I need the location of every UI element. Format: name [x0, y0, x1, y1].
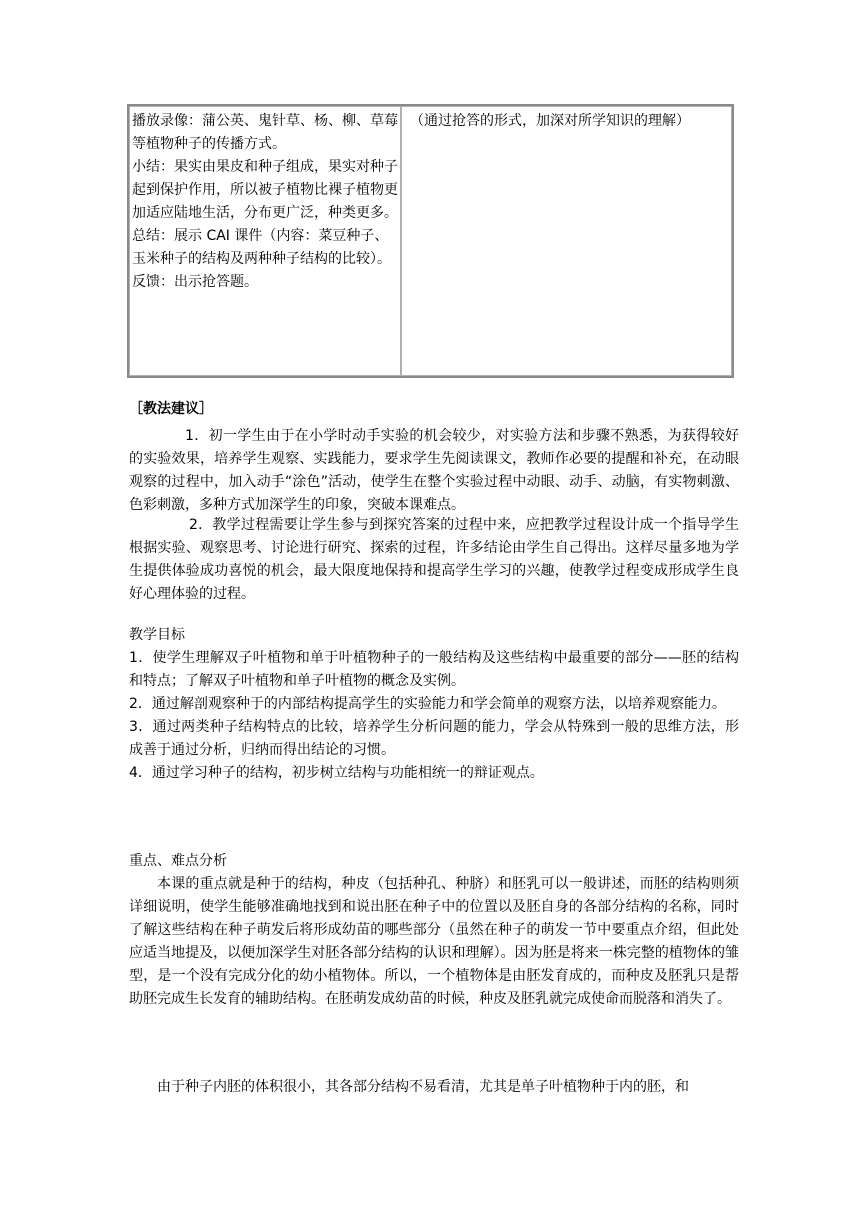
purpose-text: （通过抢答的形式，加深对所学知识的理解） [410, 113, 690, 129]
advice-paragraph-2: 2．教学过程需要让学生参与到探究答案的过程中来，应把教学过程设计成一个指导学生根据实验、观察思考、讨论进行研究、探索的过程，许多结论由学生自己得出。这样尽量多地为学生提供体验成功喜悦的机会，最大限度地保持和提高学生学习的兴趣，使教学过程变成形成学生良好心理体验的过程。 [129, 517, 739, 602]
table-cell-activities [129, 106, 401, 376]
goal-item: 2．通过解剖观察种于的内部结构提高学生的实验能力和学会简单的观察方法，以培养观察能力。 [129, 696, 726, 712]
advice-paragraph-1: 1．初一学生由于在小学时动手实验的机会较少，对实验方法和步骤不熟悉，为获得较好的实验效果，培养学生观察、实践能力，要求学生先阅读课文，教师作必要的提醒和补充，在动眼观察的过程中，加入动手“涂色”活动，使学生在整个实验过程中动眼、动手、动脑，有实物刺激、色彩刺激，多种方式加深学生的印象，突破本课难点。 [129, 428, 739, 513]
goal-item: 1．使学生理解双子叶植物和单于叶植物种子的一般结构及这些结构中最重要的部分——胚的结构和特点；了解双子叶植物和单子叶植物的概念及实例。 [129, 650, 739, 689]
teaching-advice-section-2 [129, 514, 739, 606]
continuation-paragraph: 由于种子内胚的体积很小，其各部分结构不易看清，尤其是单子叶植物种于内的胚，和 [157, 1079, 689, 1095]
goal-item: 4．通过学习种子的结构，初步树立结构与功能相统一的辩证观点。 [129, 765, 544, 781]
activity-summary: 小结：果实由果皮和种子组成，果实对种子起到保护作用，所以被子植物比裸子植物更加适应陆地生活，分布更广泛，种类更多。 [132, 159, 398, 221]
activity-feedback: 反馈：出示抢答题。 [132, 274, 258, 290]
table-cell-purpose [401, 106, 732, 376]
key-points-section [129, 850, 739, 1011]
teaching-advice-section [129, 425, 739, 517]
lesson-table [127, 104, 734, 378]
table-row [129, 106, 732, 376]
teaching-advice-heading: ［教法建议］ [129, 401, 213, 417]
goal-item: 3．通过两类种子结构特点的比较，培养学生分析问题的能力，学会从特殊到一般的思维方法，形成善于通过分析，归纳而得出结论的习惯。 [129, 719, 739, 758]
teaching-goals-section [129, 624, 739, 785]
key-points-paragraph: 本课的重点就是种于的结构，种皮（包括种孔、种脐）和胚乳可以一般讲述，而胚的结构则须详细说明，使学生能够准确地找到和说出胚在种子中的位置以及胚自身的各部分结构的名称，同时了解这些结构在种子萌发后将形成幼苗的哪些部分（虽然在种子的萌发一节中要重点介绍，但此处应适当地提及，以便加深学生对胚各部分结构的认识和理解）。因为胚是将来一株完整的植物体的雏型，是一个没有完成分化的幼小植物体。所以，一个植物体是由胚发育成的，而种皮及胚乳只是帮助胚完成生长发育的辅助结构。在胚萌发成幼苗的时候，种皮及胚乳就完成使命而脱落和消失了。 [129, 876, 739, 1007]
activity-video: 播放录像：蒲公英、鬼针草、杨、柳、草莓等植物种子的传播方式。 [132, 113, 398, 152]
goals-heading: 教学目标 [129, 627, 185, 643]
continuation-section [129, 1076, 739, 1099]
key-points-heading: 重点、难点分析 [129, 853, 227, 869]
activity-conclusion: 总结：展示 CAI 课件（内容：菜豆种子、玉米种子的结构及两种种子结构的比较）。 [132, 228, 391, 267]
